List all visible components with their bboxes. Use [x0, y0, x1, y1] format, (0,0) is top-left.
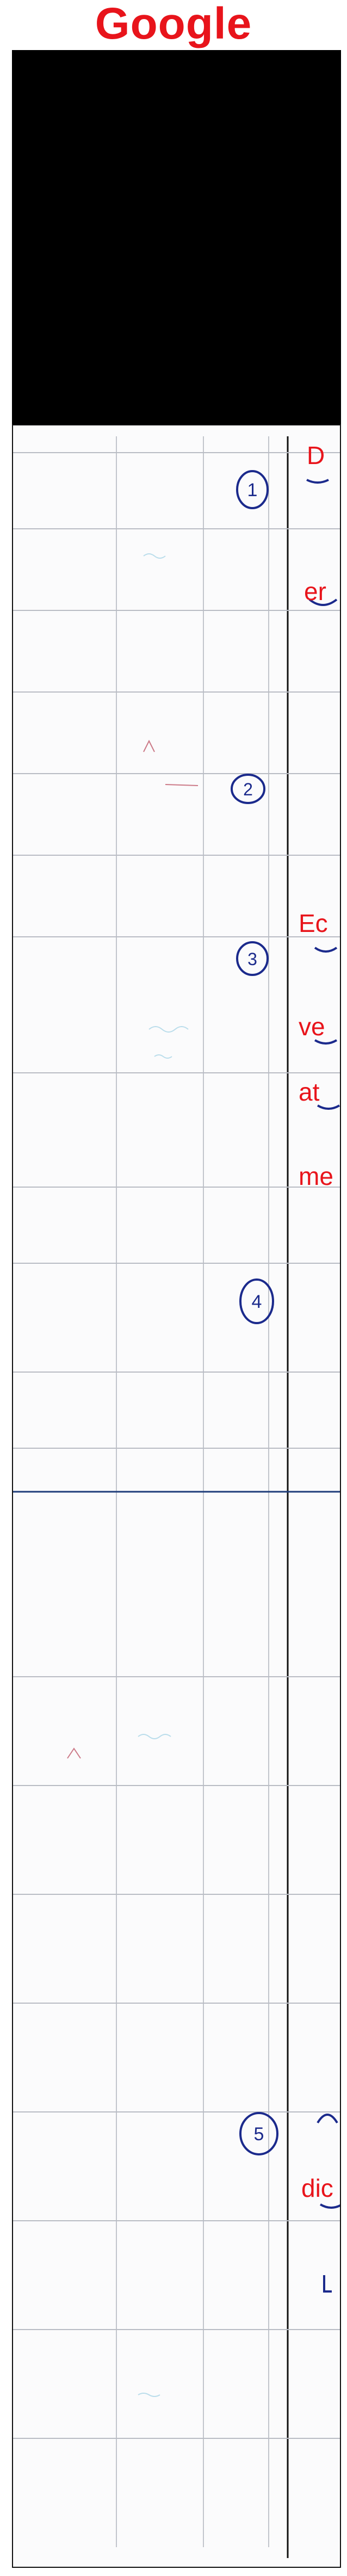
circled-number-2-label: 2	[243, 780, 253, 799]
overlay-word-7: dic	[301, 2174, 333, 2202]
overlay-word-5: at	[299, 1078, 320, 1106]
overlay-word-6: me	[299, 1162, 333, 1190]
page-title: Google	[95, 0, 252, 48]
overlay-word-1: D	[307, 441, 325, 470]
circled-number-3-label: 3	[247, 949, 257, 969]
overlay-word-2: er	[304, 577, 326, 606]
overlay-word-4: ve	[299, 1012, 325, 1041]
grid-lines	[13, 425, 341, 2568]
circled-number-5-label: 5	[253, 2124, 264, 2145]
circled-number-4-label: 4	[251, 1292, 262, 1312]
dark-panel	[12, 50, 341, 425]
circled-number-1-label: 1	[247, 480, 258, 501]
document-page	[12, 424, 341, 2568]
overlay-word-3: Ec	[299, 909, 328, 937]
